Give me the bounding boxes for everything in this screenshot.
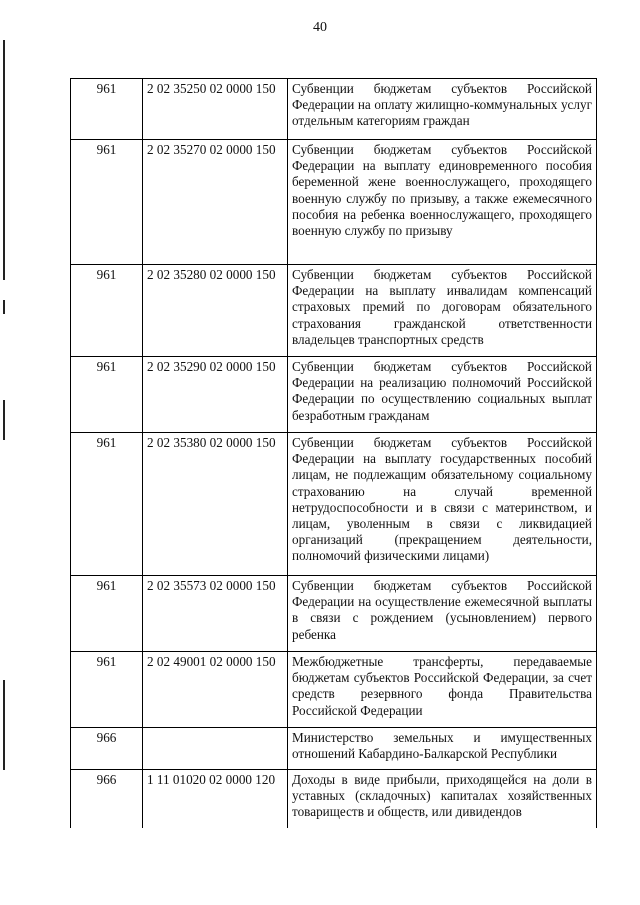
table-row bbox=[71, 576, 597, 652]
budget-code-cell: 2 02 49001 02 0000 150 bbox=[143, 652, 288, 728]
income-name-cell: Субвенции бюджетам субъектов Российской Федерации на выплату единовременного пособия беременной жене военнослужащего, проходящего военную службу по призыву, а также ежемесячного пособия на ребенка военнослужащего, проходящего военную службу по призыву bbox=[288, 140, 597, 265]
admin-code-cell: 966 bbox=[71, 728, 143, 770]
admin-code-cell: 961 bbox=[71, 652, 143, 728]
page-number: 40 bbox=[313, 20, 327, 35]
admin-code-cell: 961 bbox=[71, 433, 143, 576]
income-name-cell: Доходы в виде прибыли, приходящейся на доли в уставных (складочных) капиталах хозяйственных товариществ и обществ, или дивидендов bbox=[288, 770, 597, 828]
table-row bbox=[71, 265, 597, 357]
budget-code-cell bbox=[143, 728, 288, 770]
scan-edge-mark bbox=[3, 400, 5, 440]
income-name-cell: Субвенции бюджетам субъектов Российской Федерации на выплату инвалидам компенсаций страховых премий по договорам обязательного страхования гражданской ответственности владельцев транспортных средств bbox=[288, 265, 597, 357]
table-row bbox=[71, 357, 597, 433]
admin-code-cell: 966 bbox=[71, 770, 143, 828]
budget-code-cell: 2 02 35250 02 0000 150 bbox=[143, 79, 288, 140]
admin-code-cell: 961 bbox=[71, 140, 143, 265]
table-row bbox=[71, 433, 597, 576]
budget-code-cell: 2 02 35270 02 0000 150 bbox=[143, 140, 288, 265]
table-row bbox=[71, 79, 597, 140]
income-name-cell: Субвенции бюджетам субъектов Российской Федерации на осуществление ежемесячной выплаты в связи с рождением (усыновлением) первого ребенка bbox=[288, 576, 597, 652]
scan-edge-mark bbox=[3, 300, 5, 314]
admin-code-cell: 961 bbox=[71, 265, 143, 357]
admin-code-cell: 961 bbox=[71, 357, 143, 433]
income-name-cell: Субвенции бюджетам субъектов Российской Федерации на реализацию полномочий Российской Федерации по осуществлению социальных выплат безработным гражданам bbox=[288, 357, 597, 433]
budget-classification-table bbox=[70, 78, 597, 828]
scan-edge-mark bbox=[3, 40, 5, 280]
table-row bbox=[71, 140, 597, 265]
income-name-cell: Министерство земельных и имущественных отношений Кабардино-Балкарской Республики bbox=[288, 728, 597, 770]
income-name-cell: Межбюджетные трансферты, передаваемые бюджетам субъектов Российской Федерации, за счет средств резервного фонда Правительства Российской Федерации bbox=[288, 652, 597, 728]
table-row bbox=[71, 652, 597, 728]
budget-code-cell: 2 02 35380 02 0000 150 bbox=[143, 433, 288, 576]
budget-code-cell: 2 02 35573 02 0000 150 bbox=[143, 576, 288, 652]
income-name-cell: Субвенции бюджетам субъектов Российской Федерации на выплату государственных пособий лицам, не подлежащим обязательному социальному страхованию на случай временной нетрудоспособности и в связи с материнством, и лицам, уволенным в связи с ликвидацией организаций (прекращением деятельности, полномочий физическими лицами) bbox=[288, 433, 597, 576]
budget-code-cell: 2 02 35290 02 0000 150 bbox=[143, 357, 288, 433]
budget-code-cell: 1 11 01020 02 0000 120 bbox=[143, 770, 288, 828]
admin-code-cell: 961 bbox=[71, 576, 143, 652]
scan-edge-mark bbox=[3, 680, 5, 770]
budget-code-cell: 2 02 35280 02 0000 150 bbox=[143, 265, 288, 357]
income-name-cell: Субвенции бюджетам субъектов Российской Федерации на оплату жилищно-коммунальных услуг отдельным категориям граждан bbox=[288, 79, 597, 140]
table-row bbox=[71, 728, 597, 770]
table-row bbox=[71, 770, 597, 828]
admin-code-cell: 961 bbox=[71, 79, 143, 140]
